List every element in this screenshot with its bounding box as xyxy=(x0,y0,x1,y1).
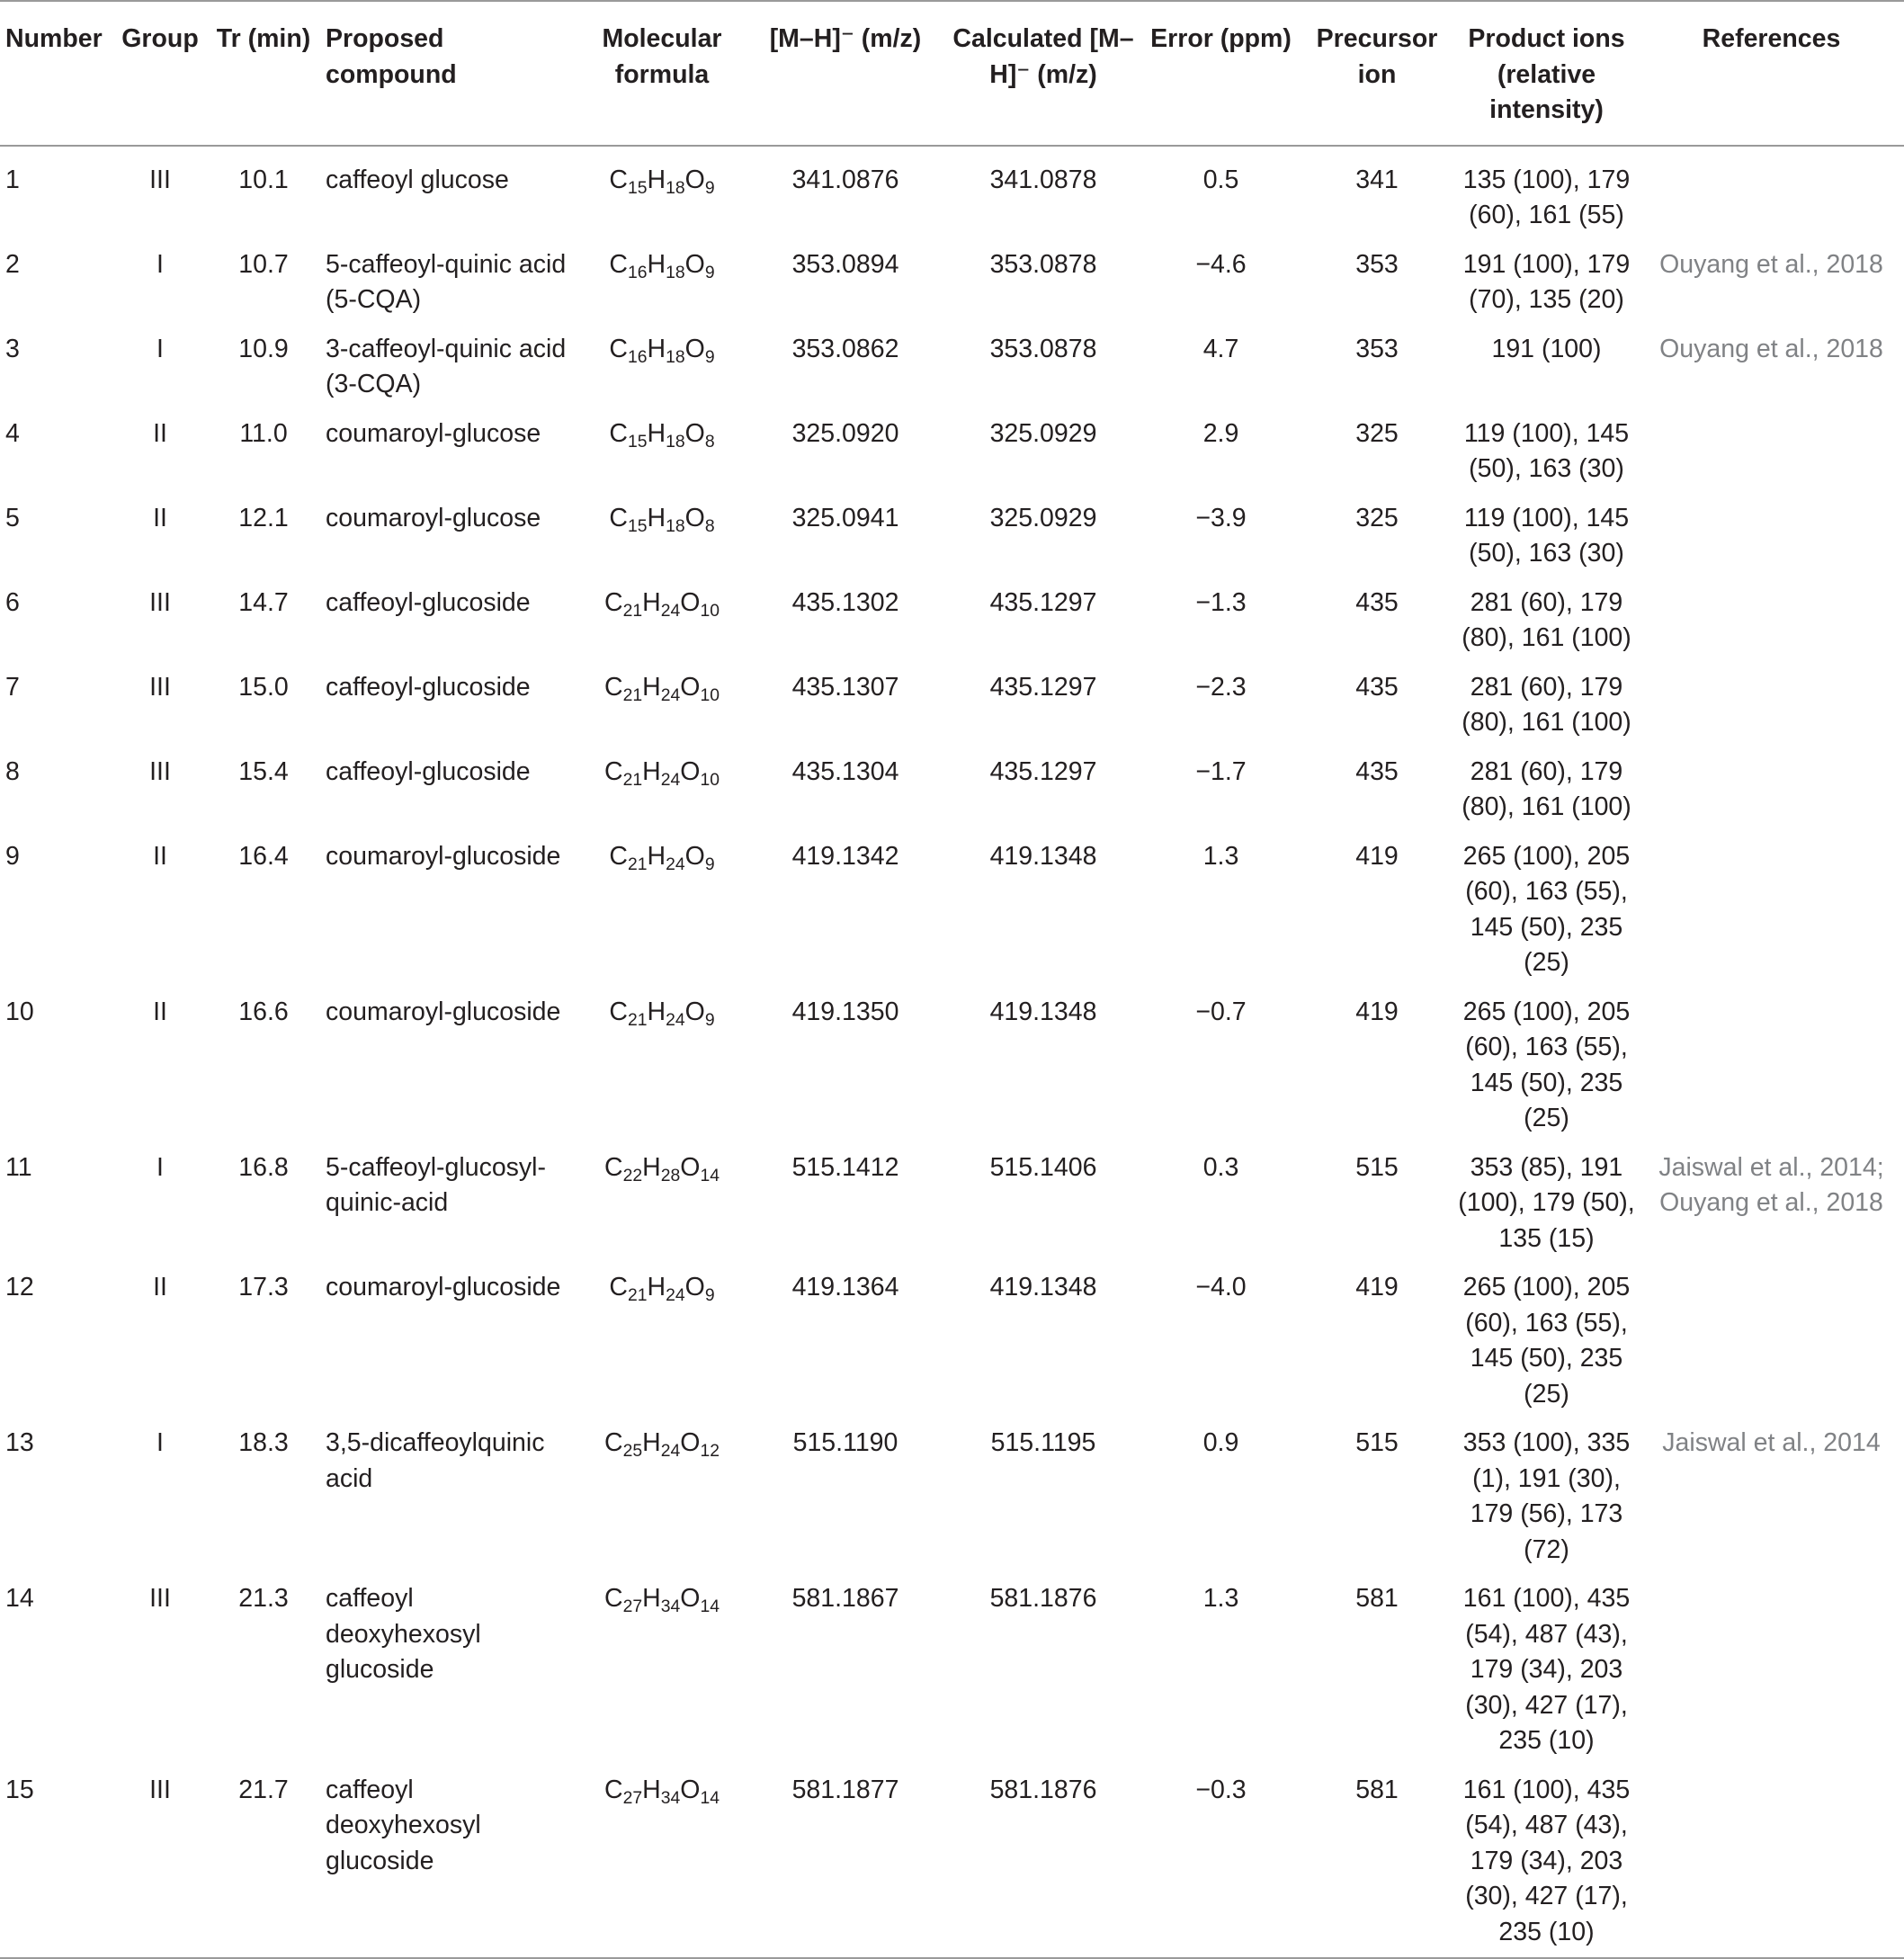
cell-mh: 515.1190 xyxy=(792,1428,898,1457)
cell-tr: 11.0 xyxy=(239,418,288,448)
formula-c-count: 16 xyxy=(627,346,648,367)
formula-c-count: 16 xyxy=(627,262,648,282)
cell-formula: $C_{16}H_{18}O_9$ xyxy=(609,334,715,367)
table-row xyxy=(0,495,1904,579)
formula-c-count: 27 xyxy=(622,1597,643,1617)
cell-product-ions: 265 (100), 205 (60), 163 (55), 145 (50), 235 (25) xyxy=(1462,841,1631,977)
formula-h-count: 24 xyxy=(660,769,681,790)
formula-o-count: 8 xyxy=(704,515,715,536)
cell-mh: 325.0941 xyxy=(791,503,899,532)
cell-number: 9 xyxy=(5,841,20,871)
cell-formula: $C_{15}H_{18}O_9$ xyxy=(609,165,715,198)
cell-group: II xyxy=(153,841,167,871)
cell-mh: 419.1364 xyxy=(791,1273,899,1302)
cell-error: −1.3 xyxy=(1195,587,1247,617)
cell-product-ions: 281 (60), 179 (80), 161 (100) xyxy=(1462,587,1631,652)
cell-error: 0.3 xyxy=(1202,1152,1239,1182)
cell-compound: caffeoyl glucose xyxy=(326,165,509,194)
table-row xyxy=(0,579,1904,664)
cell-group: I xyxy=(156,1428,164,1457)
formula-c-count: 15 xyxy=(627,515,648,536)
formula-h-count: 28 xyxy=(660,1165,681,1185)
cell-group: II xyxy=(153,418,167,448)
cell-compound: coumaroyl-glucoside xyxy=(326,841,561,871)
formula-o-count: 9 xyxy=(704,1009,715,1030)
cell-formula: $C_{21}H_{24}O_{10}$ xyxy=(604,756,720,790)
cell-compound: caffeoyl deoxyhexosyl glucoside xyxy=(326,1775,481,1875)
header-product-ions: Product ions (relative intensity) xyxy=(1468,24,1625,124)
cell-precursor: 419 xyxy=(1355,997,1399,1026)
cell-number: 6 xyxy=(5,587,20,617)
cell-calculated: 419.1348 xyxy=(989,1273,1097,1302)
formula-h-count: 18 xyxy=(666,515,685,536)
cell-references xyxy=(1639,748,1904,833)
cell-group: I xyxy=(156,249,164,279)
cell-references xyxy=(1639,988,1904,1144)
cell-group: II xyxy=(153,1273,167,1302)
formula-c-count: 21 xyxy=(622,684,643,705)
cell-formula: $C_{15}H_{18}O_8$ xyxy=(609,503,715,536)
cell-product-ions: 353 (100), 335 (1), 191 (30), 179 (56), 173 (72) xyxy=(1462,1428,1631,1564)
cell-tr: 10.9 xyxy=(238,334,289,363)
cell-formula: $C_{21}H_{24}O_9$ xyxy=(609,841,715,874)
table-row xyxy=(0,1264,1904,1419)
table-row xyxy=(0,1767,1904,1959)
cell-precursor: 419 xyxy=(1355,841,1399,871)
cell-mh: 325.0920 xyxy=(791,418,899,448)
cell-precursor: 353 xyxy=(1355,334,1399,363)
cell-compound: coumaroyl-glucoside xyxy=(326,997,561,1026)
cell-references xyxy=(1639,579,1904,664)
cell-number: 8 xyxy=(5,756,20,786)
formula-h-count: 18 xyxy=(666,262,685,282)
cell-calculated: 581.1876 xyxy=(989,1584,1097,1613)
formula-o-count: 14 xyxy=(700,1165,720,1185)
formula-c-count: 15 xyxy=(627,177,648,198)
cell-error: −4.6 xyxy=(1195,249,1247,279)
cell-number: 5 xyxy=(5,503,20,532)
cell-references xyxy=(1639,1144,1904,1265)
cell-mh: 435.1304 xyxy=(791,756,899,786)
cell-calculated: 515.1406 xyxy=(989,1152,1097,1182)
cell-calculated: 419.1348 xyxy=(989,997,1097,1026)
cell-tr: 16.8 xyxy=(238,1152,289,1182)
reference-entry: Ouyang et al., 2018 xyxy=(1659,1188,1883,1217)
table-row xyxy=(0,988,1904,1144)
formula-h-count: 18 xyxy=(666,346,685,367)
cell-precursor: 325 xyxy=(1355,418,1399,448)
cell-formula: $C_{16}H_{18}O_9$ xyxy=(609,249,715,282)
cell-mh: 435.1307 xyxy=(791,672,899,702)
cell-references xyxy=(1639,1767,1904,1959)
cell-compound: caffeoyl-glucoside xyxy=(326,756,531,786)
cell-mh: 341.0876 xyxy=(791,165,899,194)
formula-o-count: 9 xyxy=(704,854,715,874)
cell-mh: 353.0894 xyxy=(791,249,899,279)
cell-compound: 5-caffeoyl-glucosyl-quinic-acid xyxy=(326,1152,546,1217)
cell-number: 12 xyxy=(5,1273,34,1302)
cell-tr: 21.3 xyxy=(238,1584,289,1613)
cell-error: −1.7 xyxy=(1195,756,1247,786)
cell-group: III xyxy=(149,672,171,702)
cell-precursor: 435 xyxy=(1355,587,1399,617)
cell-precursor: 515 xyxy=(1355,1428,1399,1457)
cell-precursor: 515 xyxy=(1355,1152,1399,1182)
formula-o-count: 10 xyxy=(700,769,720,790)
cell-mh: 515.1412 xyxy=(791,1152,899,1182)
cell-product-ions: 191 (100), 179 (70), 135 (20) xyxy=(1462,249,1631,314)
cell-compound: coumaroyl-glucose xyxy=(326,418,541,448)
table-row xyxy=(0,833,1904,988)
cell-error: 2.9 xyxy=(1202,418,1239,448)
cell-number: 11 xyxy=(5,1152,32,1182)
cell-error: −0.7 xyxy=(1195,997,1247,1026)
cell-mh: 581.1867 xyxy=(791,1584,899,1613)
header-tr: Tr (min) xyxy=(216,24,311,53)
formula-o-count: 10 xyxy=(700,684,720,705)
cell-tr: 18.3 xyxy=(238,1428,289,1457)
cell-compound: caffeoyl-glucoside xyxy=(326,672,531,702)
formula-o-count: 14 xyxy=(700,1597,720,1617)
cell-product-ions: 281 (60), 179 (80), 161 (100) xyxy=(1462,756,1631,821)
table-row xyxy=(0,146,1904,241)
table-row xyxy=(0,748,1904,833)
cell-mh: 581.1877 xyxy=(791,1775,899,1804)
cell-compound: coumaroyl-glucose xyxy=(326,503,541,532)
formula-c-count: 15 xyxy=(627,431,648,452)
cell-references xyxy=(1639,1264,1904,1419)
formula-c-count: 27 xyxy=(622,1787,643,1808)
cell-tr: 10.1 xyxy=(238,165,289,194)
cell-error: 1.3 xyxy=(1202,1584,1239,1613)
formula-h-count: 34 xyxy=(660,1597,681,1617)
table-header-row xyxy=(0,1,1904,146)
formula-o-count: 8 xyxy=(704,431,715,452)
cell-references xyxy=(1639,410,1904,495)
cell-tr: 21.7 xyxy=(238,1775,289,1804)
header-error: Error (ppm) xyxy=(1150,24,1292,53)
cell-error: 4.7 xyxy=(1202,334,1239,363)
header-compound: Proposed compound xyxy=(326,24,457,89)
cell-compound: caffeoyl-glucoside xyxy=(326,587,531,617)
cell-compound: coumaroyl-glucoside xyxy=(326,1273,561,1302)
cell-group: III xyxy=(149,1584,171,1613)
cell-tr: 14.7 xyxy=(238,587,289,617)
cell-references xyxy=(1639,326,1904,410)
cell-product-ions: 191 (100) xyxy=(1491,334,1602,363)
formula-o-count: 9 xyxy=(704,262,715,282)
cell-tr: 12.1 xyxy=(238,503,289,532)
cell-references xyxy=(1639,1419,1904,1575)
cell-precursor: 435 xyxy=(1355,756,1399,786)
cell-tr: 10.7 xyxy=(238,249,289,279)
cell-calculated: 515.1195 xyxy=(990,1428,1096,1457)
cell-mh: 419.1342 xyxy=(791,841,899,871)
cell-formula: $C_{21}H_{24}O_{10}$ xyxy=(604,672,720,705)
cell-number: 2 xyxy=(5,249,20,279)
cell-tr: 15.4 xyxy=(238,756,289,786)
formula-o-count: 9 xyxy=(704,177,715,198)
cell-formula: $C_{27}H_{34}O_{14}$ xyxy=(604,1584,720,1617)
header-calculated: Calculated [M–H]⁻ (m/z) xyxy=(952,24,1134,89)
cell-calculated: 325.0929 xyxy=(989,418,1097,448)
cell-compound: 5-caffeoyl-quinic acid (5-CQA) xyxy=(326,249,567,314)
table-row xyxy=(0,326,1904,410)
table-row xyxy=(0,410,1904,495)
cell-compound: 3,5-dicaffeoylquinic acid xyxy=(326,1428,545,1493)
cell-formula: $C_{27}H_{34}O_{14}$ xyxy=(604,1775,720,1808)
cell-number: 4 xyxy=(5,418,20,448)
cell-group: III xyxy=(149,1775,171,1804)
cell-compound: 3-caffeoyl-quinic acid (3-CQA) xyxy=(326,334,567,398)
formula-h-count: 18 xyxy=(666,431,685,452)
cell-calculated: 581.1876 xyxy=(989,1775,1097,1804)
cell-formula: $C_{22}H_{28}O_{14}$ xyxy=(604,1152,720,1185)
header-mh: [M–H]⁻ (m/z) xyxy=(769,24,922,53)
cell-product-ions: 353 (85), 191 (100), 179 (50), 135 (15) xyxy=(1458,1152,1635,1253)
cell-references xyxy=(1639,833,1904,988)
formula-o-count: 14 xyxy=(700,1787,720,1808)
cell-group: III xyxy=(149,756,171,786)
cell-group: III xyxy=(149,165,171,194)
cell-formula: $C_{21}H_{24}O_9$ xyxy=(609,1273,715,1306)
cell-compound: caffeoyl deoxyhexosyl glucoside xyxy=(326,1584,481,1684)
reference-entry: Ouyang et al., 2018 xyxy=(1659,334,1883,363)
cell-number: 10 xyxy=(5,997,34,1026)
cell-precursor: 419 xyxy=(1355,1273,1399,1302)
cell-tr: 16.6 xyxy=(238,997,289,1026)
cell-product-ions: 161 (100), 435 (54), 487 (43), 179 (34), 203 (30), 427 (17), 235 (10) xyxy=(1462,1775,1631,1946)
reference-entry: Jaiswal et al., 2014; xyxy=(1658,1152,1884,1182)
formula-h-count: 24 xyxy=(666,854,685,874)
cell-calculated: 435.1297 xyxy=(989,587,1097,617)
cell-references xyxy=(1639,664,1904,748)
cell-group: I xyxy=(156,1152,164,1182)
cell-precursor: 581 xyxy=(1355,1584,1399,1613)
cell-group: I xyxy=(156,334,164,363)
cell-calculated: 419.1348 xyxy=(989,841,1097,871)
formula-h-count: 24 xyxy=(660,1441,681,1462)
cell-calculated: 325.0929 xyxy=(989,503,1097,532)
table-row xyxy=(0,1419,1904,1575)
cell-error: 0.9 xyxy=(1202,1428,1239,1457)
cell-mh: 419.1350 xyxy=(791,997,899,1026)
cell-number: 1 xyxy=(5,165,20,194)
formula-c-count: 25 xyxy=(622,1441,643,1462)
table-row xyxy=(0,664,1904,748)
cell-tr: 17.3 xyxy=(238,1273,289,1302)
cell-calculated: 353.0878 xyxy=(989,249,1097,279)
header-number: Number xyxy=(5,24,103,53)
cell-formula: $C_{25}H_{24}O_{12}$ xyxy=(604,1428,720,1462)
header-formula: Molecular formula xyxy=(602,24,722,89)
cell-product-ions: 281 (60), 179 (80), 161 (100) xyxy=(1462,672,1631,737)
cell-calculated: 341.0878 xyxy=(989,165,1097,194)
cell-error: −2.3 xyxy=(1195,672,1247,702)
cell-number: 15 xyxy=(5,1775,34,1804)
cell-product-ions: 161 (100), 435 (54), 487 (43), 179 (34), 203 (30), 427 (17), 235 (10) xyxy=(1462,1584,1631,1755)
formula-o-count: 9 xyxy=(704,1285,715,1306)
cell-error: 1.3 xyxy=(1202,841,1239,871)
formula-o-count: 12 xyxy=(700,1441,720,1462)
formula-c-count: 21 xyxy=(627,1285,648,1306)
cell-group: II xyxy=(153,503,167,532)
cell-error: −4.0 xyxy=(1195,1273,1247,1302)
cell-references xyxy=(1639,495,1904,579)
cell-product-ions: 135 (100), 179 (60), 161 (55) xyxy=(1462,165,1631,229)
cell-tr: 16.4 xyxy=(238,841,289,871)
cell-product-ions: 119 (100), 145 (50), 163 (30) xyxy=(1463,503,1630,568)
cell-precursor: 325 xyxy=(1355,503,1399,532)
formula-h-count: 24 xyxy=(660,600,681,621)
cell-mh: 435.1302 xyxy=(791,587,899,617)
table-row xyxy=(0,1575,1904,1767)
header-references: References xyxy=(1702,24,1841,53)
cell-formula: $C_{21}H_{24}O_{10}$ xyxy=(604,587,720,621)
cell-number: 7 xyxy=(5,672,20,702)
table-row xyxy=(0,241,1904,326)
reference-entry: Jaiswal et al., 2014 xyxy=(1662,1428,1881,1457)
cell-formula: $C_{21}H_{24}O_9$ xyxy=(609,997,715,1030)
cell-number: 14 xyxy=(5,1584,34,1613)
formula-o-count: 9 xyxy=(704,346,715,367)
cell-formula: $C_{15}H_{18}O_8$ xyxy=(609,418,715,452)
reference-entry: Ouyang et al., 2018 xyxy=(1659,249,1883,279)
cell-calculated: 435.1297 xyxy=(989,756,1097,786)
formula-h-count: 24 xyxy=(660,684,681,705)
cell-precursor: 353 xyxy=(1355,249,1399,279)
cell-tr: 15.0 xyxy=(238,672,289,702)
cell-error: 0.5 xyxy=(1202,165,1239,194)
cell-group: III xyxy=(149,587,171,617)
header-group: Group xyxy=(121,24,199,53)
cell-number: 3 xyxy=(5,334,20,363)
cell-references xyxy=(1639,241,1904,326)
cell-mh: 353.0862 xyxy=(791,334,899,363)
table-row xyxy=(0,1144,1904,1265)
cell-references xyxy=(1639,1575,1904,1767)
formula-h-count: 24 xyxy=(666,1285,685,1306)
cell-precursor: 435 xyxy=(1355,672,1399,702)
formula-c-count: 22 xyxy=(622,1165,643,1185)
cell-references xyxy=(1639,146,1904,241)
formula-c-count: 21 xyxy=(622,600,643,621)
cell-product-ions: 119 (100), 145 (50), 163 (30) xyxy=(1463,418,1630,483)
formula-c-count: 21 xyxy=(627,1009,648,1030)
cell-calculated: 435.1297 xyxy=(989,672,1097,702)
formula-h-count: 34 xyxy=(660,1787,681,1808)
header-precursor: Precursor ion xyxy=(1316,24,1438,89)
formula-c-count: 21 xyxy=(622,769,643,790)
formula-h-count: 18 xyxy=(666,177,685,198)
formula-o-count: 10 xyxy=(700,600,720,621)
cell-error: −3.9 xyxy=(1195,503,1247,532)
cell-group: II xyxy=(153,997,167,1026)
cell-number: 13 xyxy=(5,1428,34,1457)
cell-precursor: 341 xyxy=(1355,165,1399,194)
cell-error: −0.3 xyxy=(1195,1775,1247,1804)
cell-product-ions: 265 (100), 205 (60), 163 (55), 145 (50), 235 (25) xyxy=(1462,1273,1631,1409)
formula-h-count: 24 xyxy=(666,1009,685,1030)
cell-precursor: 581 xyxy=(1355,1775,1399,1804)
cell-product-ions: 265 (100), 205 (60), 163 (55), 145 (50), 235 (25) xyxy=(1462,997,1631,1132)
formula-c-count: 21 xyxy=(627,854,648,874)
cell-calculated: 353.0878 xyxy=(989,334,1097,363)
